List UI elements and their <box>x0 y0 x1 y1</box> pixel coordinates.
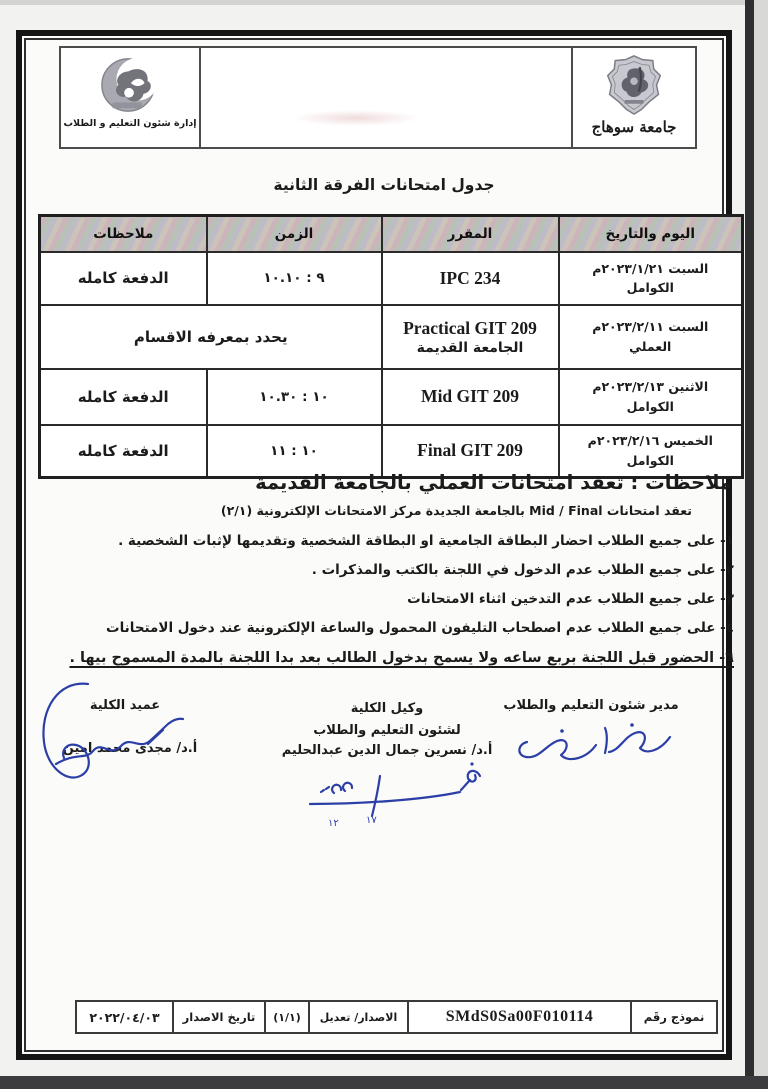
document-title: جدول امتحانات الفرقة الثانية <box>273 176 495 194</box>
signature-title-line1: وكيل الكلية <box>350 701 424 716</box>
col-header-notes: ملاحظات <box>40 216 207 252</box>
col-header-course: المقرر <box>382 216 559 252</box>
signature-block-dean <box>30 698 230 756</box>
table-row <box>40 305 743 369</box>
cell-notes-merged: يحدد بمعرفه الاقسام <box>40 305 382 369</box>
signature-number: ١٧ <box>366 815 377 826</box>
scan-edge-top <box>0 0 768 5</box>
signer-name: أ.د/ نسرين جمال الدين عبدالحليم <box>281 743 493 758</box>
notes-list <box>28 527 736 673</box>
form-footer-row <box>76 1001 717 1033</box>
shield-emblem-icon <box>605 54 663 116</box>
cell-notes: الدفعة كامله <box>40 425 207 478</box>
col-header-day-date: اليوم والتاريخ <box>559 216 743 252</box>
signature-block-vice-dean <box>278 698 496 828</box>
form-footer-table <box>75 1000 718 1034</box>
signature-title: مدير شئون التعليم والطلاب <box>503 698 679 713</box>
issue-label: الاصدار/ تعديل <box>309 1001 408 1033</box>
note-item: ١- على جميع الطلاب احضار البطاقة الجامعية او البطاقة الشخصية وتقديمها لإثبات الشخصية . <box>118 533 734 549</box>
university-name: جامعة سوهاج <box>591 118 677 136</box>
notes-subnote: تعقد امتحانات Mid / Final بالجامعة الجديدة مركز الامتحانات الإلكترونية (٢/١) <box>220 503 692 518</box>
signer-name: أ.د/ مجدى محمد امين <box>62 741 198 756</box>
issue-date-value: ٢٠٢٢/٠٤/٠٣ <box>76 1001 173 1033</box>
cell-notes: الدفعة كامله <box>40 369 207 425</box>
crescent-emblem-icon <box>99 54 161 116</box>
cell-day-date: السبت ٢٠٢٣/٢/١١م العملي <box>559 305 743 369</box>
form-number-label: نموذج رقَم <box>631 1001 717 1033</box>
cell-time: ١٠ : ١١ <box>207 425 382 478</box>
notes-heading: ملاحظات : تعقد امتحانات العملي بالجامعة القديمة <box>255 471 732 494</box>
issue-value: (١/١) <box>265 1001 309 1033</box>
cell-notes: الدفعة كامله <box>40 252 207 305</box>
letterhead-middle-cell <box>201 48 571 147</box>
scan-smudge <box>291 110 421 126</box>
cell-course: Mid GIT 209 <box>382 369 559 425</box>
cell-course: Final GIT 209 <box>382 425 559 478</box>
handwritten-signature-icon <box>504 717 679 779</box>
notes-section <box>28 471 736 673</box>
table-header-row <box>40 216 743 252</box>
cell-course: Practical GIT 209 الجامعة القديمة <box>382 305 559 369</box>
cell-day-date: الخميس ٢٠٢٣/٢/١٦م الكوامل <box>559 425 743 478</box>
cell-time: ١٠ : ١٠.٣٠ <box>207 369 382 425</box>
exam-schedule-table <box>38 214 744 479</box>
form-number-value: SMdS0Sa00F010114 <box>408 1001 631 1033</box>
table-row <box>40 252 743 305</box>
cell-day-date: السبت ٢٠٢٣/١/٢١م الكوامل <box>559 252 743 305</box>
signature-number: ١٢ <box>328 818 339 828</box>
university-logo-cell <box>571 48 695 147</box>
department-name: إدارة شئون التعليم و الطلاب <box>63 118 197 129</box>
scan-edge-bottom <box>0 1076 768 1089</box>
scan-edge-right-dark <box>745 0 754 1089</box>
table-row <box>40 369 743 425</box>
note-item: ٢- على جميع الطلاب عدم الدخول في اللجنة بالكتب والمذكرات . <box>311 562 734 578</box>
department-logo-cell <box>61 48 201 147</box>
cell-time: ٩ : ١٠.١٠ <box>207 252 382 305</box>
note-item: ٣- على جميع الطلاب عدم التدخين اثناء الامتحانات <box>407 591 734 607</box>
issue-date-label: تاريخ الاصدار <box>173 1001 265 1033</box>
signature-title: عميد الكلية <box>89 698 161 713</box>
cell-course: IPC 234 <box>382 252 559 305</box>
signature-block-director <box>472 698 710 779</box>
cell-day-date: الاثنين ٢٠٢٣/٢/١٣م الكوامل <box>559 369 743 425</box>
col-header-time: الزمن <box>207 216 382 252</box>
handwritten-signature-icon <box>282 760 492 828</box>
table-row <box>40 425 743 478</box>
letterhead-box <box>59 46 697 149</box>
note-item-underlined: ٦- الحضور قبل اللجنة بربع ساعه ولا يسمح بدخول الطالب بعد بدا اللجنة بالمدة المسموح بيها . <box>69 650 734 666</box>
signature-title-line2: لشئون التعليم والطلاب <box>313 723 461 738</box>
note-item: ٤- على جميع الطلاب عدم اصطحاب التليفون المحمول والساعة الإلكترونية عند دخول الامتحانات <box>106 620 734 636</box>
scan-edge-right-light <box>754 0 768 1089</box>
